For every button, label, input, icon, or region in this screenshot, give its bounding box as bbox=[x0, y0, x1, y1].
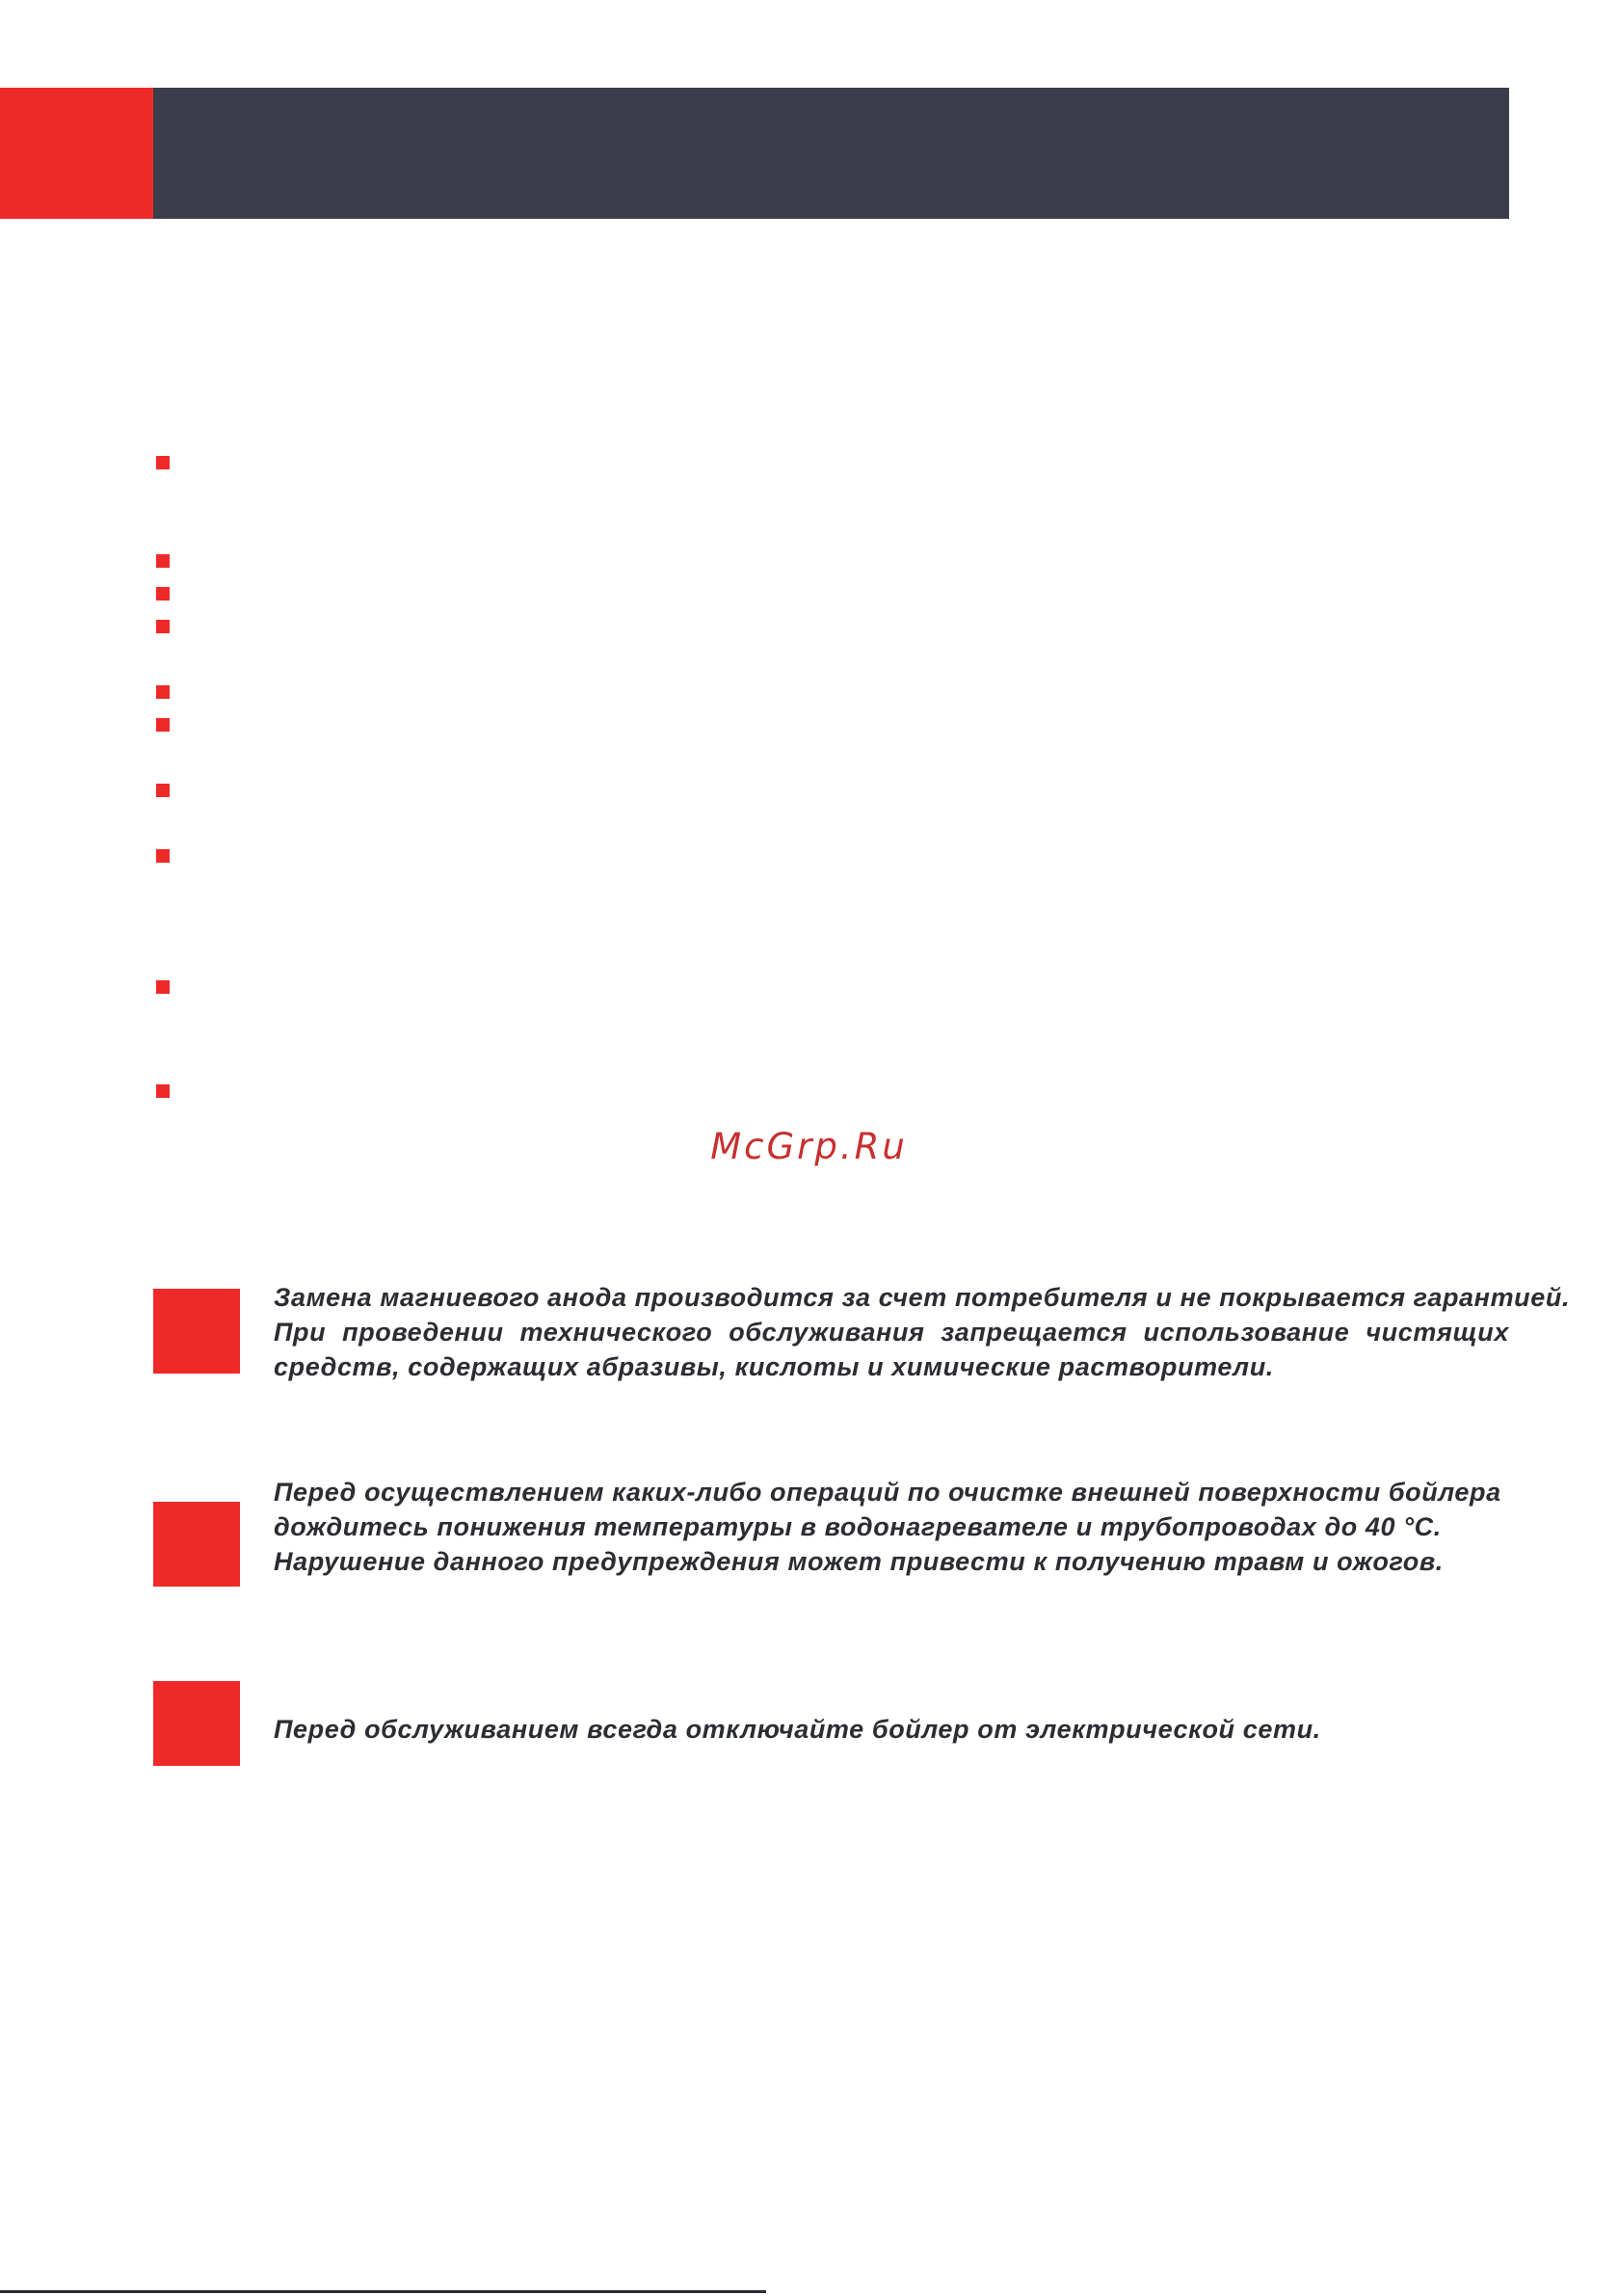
watermark: McGrp.Ru bbox=[710, 1126, 908, 1167]
warning-icon bbox=[153, 1289, 240, 1374]
warning-line: Перед осуществлением каких-либо операций по очистке внешней поверхности бойлера bbox=[274, 1478, 1501, 1507]
list-bullet bbox=[156, 685, 170, 699]
list-bullet bbox=[156, 849, 170, 863]
header-accent-block bbox=[0, 88, 153, 219]
list-bullet bbox=[156, 718, 170, 732]
warning-text-cleaning bbox=[274, 1475, 1509, 1579]
list-bullet bbox=[156, 456, 170, 469]
list-bullet bbox=[156, 980, 170, 994]
warning-line: Перед обслуживанием всегда отключайте бойлер от электрической сети. bbox=[274, 1715, 1321, 1744]
list-bullet bbox=[156, 1084, 170, 1098]
list-bullet bbox=[156, 620, 170, 633]
warning-line: При проведении технического обслуживания запрещается использование чистящих bbox=[274, 1318, 1509, 1347]
warning-text-anode bbox=[274, 1280, 1571, 1384]
header-bar bbox=[153, 88, 1509, 219]
warning-icon bbox=[153, 1502, 240, 1587]
list-bullet bbox=[156, 784, 170, 797]
warning-text-power bbox=[274, 1712, 1509, 1747]
list-bullet bbox=[156, 587, 170, 601]
warning-line: Замена магниевого анода производится за счет потребителя и не покрывается гарантией. bbox=[274, 1283, 1571, 1312]
list-bullet bbox=[156, 554, 170, 568]
warning-icon bbox=[153, 1681, 240, 1766]
warning-line: дождитесь понижения температуры в водонагревателе и трубопроводах до 40 °С. bbox=[274, 1512, 1442, 1541]
warning-line: Нарушение данного предупреждения может привести к получению травм и ожогов. bbox=[274, 1547, 1444, 1576]
footer-line bbox=[0, 2290, 766, 2293]
warning-line: средств, содержащих абразивы, кислоты и химические растворители. bbox=[274, 1352, 1274, 1381]
